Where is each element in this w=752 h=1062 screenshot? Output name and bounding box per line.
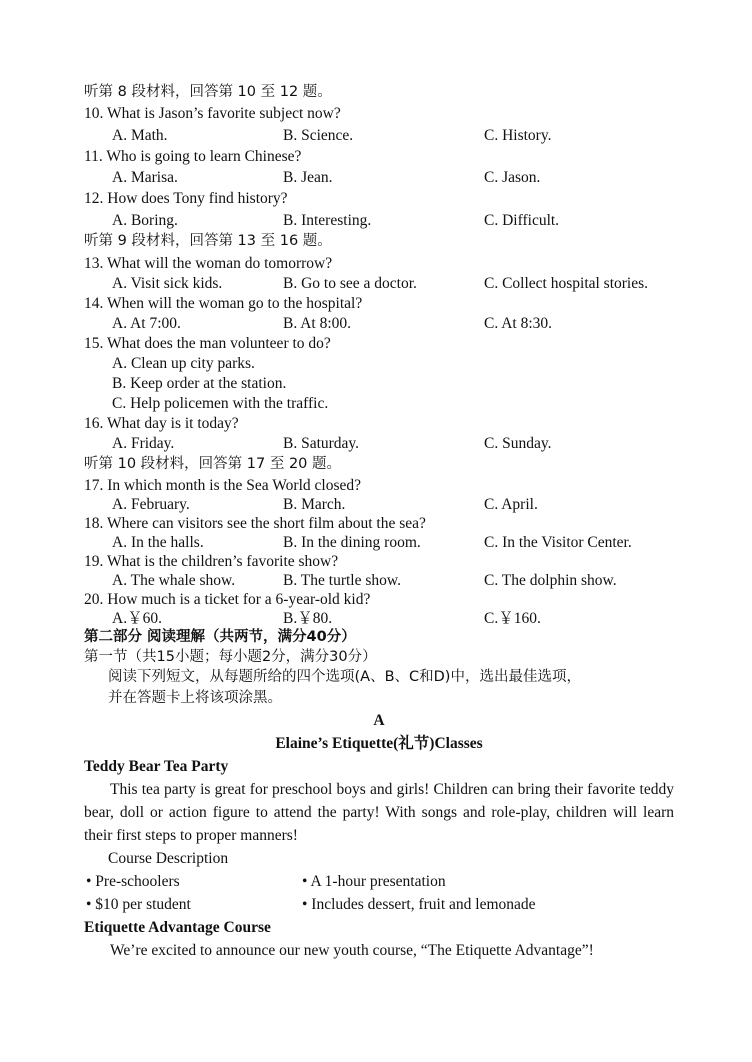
instructions-line-2: 并在答题卡上将该项涂黑。 [108,689,282,706]
option-a: A. February. [112,495,190,513]
question-13: 13. What will the woman do tomorrow? [84,255,333,273]
options-18 [84,533,674,552]
option-b: B. At 8:00. [283,315,352,333]
option-b: B. Keep order at the station. [112,375,287,393]
question-10: 10. What is Jason’s favorite subject now? [84,105,341,123]
options-16 [84,434,674,454]
option-b: B. Jean. [283,169,333,187]
options-13 [84,274,674,294]
passage-letter: A [373,711,385,729]
question-19: 19. What is the children’s favorite show? [84,552,339,570]
option-a: A. At 7:00. [112,315,181,333]
option-a: A. In the halls. [112,533,204,551]
options-10 [84,125,674,146]
question-15: 15. What does the man volunteer to do? [84,335,331,353]
option-c: C.￥160. [484,609,541,627]
option-b: B. Go to see a doctor. [283,275,417,293]
option-c: C. History. [484,126,552,144]
section-header: 听第 9 段材料，回答第 13 至 16 题。 [84,233,332,250]
section-heading: Etiquette Advantage Course [84,918,271,936]
option-c: C. At 8:30. [484,315,553,333]
option-b: B. Saturday. [283,435,360,453]
option-a: A.￥60. [112,609,162,627]
part-title: 第二部分 阅读理解（共两节，满分40分） [84,628,356,645]
option-c: C. In the Visitor Center. [484,533,632,551]
instructions-line-1: 阅读下列短文，从每题所给的四个选项(A、B、C和D)中，选出最佳选项， [108,668,581,685]
bullet-item: • A 1-hour presentation [302,872,446,890]
option-b: B. Science. [283,126,354,144]
question-16: 16. What day is it today? [84,415,239,433]
option-c: C. Collect hospital stories. [484,275,649,293]
options-11 [84,167,674,188]
course-description-label: Course Description [108,849,229,867]
document-page [84,82,674,962]
options-19 [84,571,674,590]
option-a: A. The whale show. [112,571,236,589]
section-heading: Teddy Bear Tea Party [84,757,229,775]
option-b: B. In the dining room. [283,533,421,551]
option-c: C. Sunday. [484,435,552,453]
options-14 [84,314,674,334]
question-18: 18. Where can visitors see the short film about the sea? [84,514,426,532]
option-c: C. Jason. [484,169,541,187]
question-12: 12. How does Tony find history? [84,190,288,208]
option-a: A. Boring. [112,211,178,229]
options-20 [84,609,674,628]
option-a: A. Marisa. [112,169,178,187]
question-17: 17. In which month is the Sea World closed? [84,476,361,494]
option-a: A. Visit sick kids. [112,275,223,293]
bullet-row [84,870,674,893]
passage-title: Elaine’s Etiquette(礼节)Classes [275,734,483,752]
option-c: C. Help policemen with the traffic. [112,395,329,413]
paragraph: This tea party is great for preschool boys and girls! Children can bring their favorite teddy bear, doll or action figure to attend the party! With songs and role-play, children will learn their first steps to proper manners! [84,780,674,844]
bullet-item: • Pre-schoolers [86,872,180,890]
options-17 [84,495,674,514]
option-b: B.￥80. [283,609,333,627]
option-a: A. Math. [112,126,168,144]
bullet-item: • Includes dessert, fruit and lemonade [302,895,536,913]
question-20: 20. How much is a ticket for a 6-year-old kid? [84,590,371,608]
bullet-row [84,893,674,916]
options-12 [84,210,674,231]
section-header: 听第 8 段材料，回答第 10 至 12 题。 [84,84,332,100]
option-b: B. March. [283,495,346,513]
option-c: C. April. [484,495,538,513]
section-header: 听第 10 段材料，回答第 17 至 20 题。 [84,456,342,473]
paragraph: We’re excited to announce our new youth course, “The Etiquette Advantage”! [110,941,594,959]
question-14: 14. When will the woman go to the hospital? [84,295,363,313]
option-a: A. Clean up city parks. [112,355,255,373]
option-a: A. Friday. [112,435,175,453]
bullet-item: • $10 per student [86,895,191,913]
option-b: B. The turtle show. [283,571,401,589]
option-b: B. Interesting. [283,211,372,229]
option-c: C. The dolphin show. [484,571,617,589]
part-subsection: 第一节（共15小题；每小题2分，满分30分） [84,648,377,665]
question-11: 11. Who is going to learn Chinese? [84,147,302,165]
option-c: C. Difficult. [484,211,560,229]
